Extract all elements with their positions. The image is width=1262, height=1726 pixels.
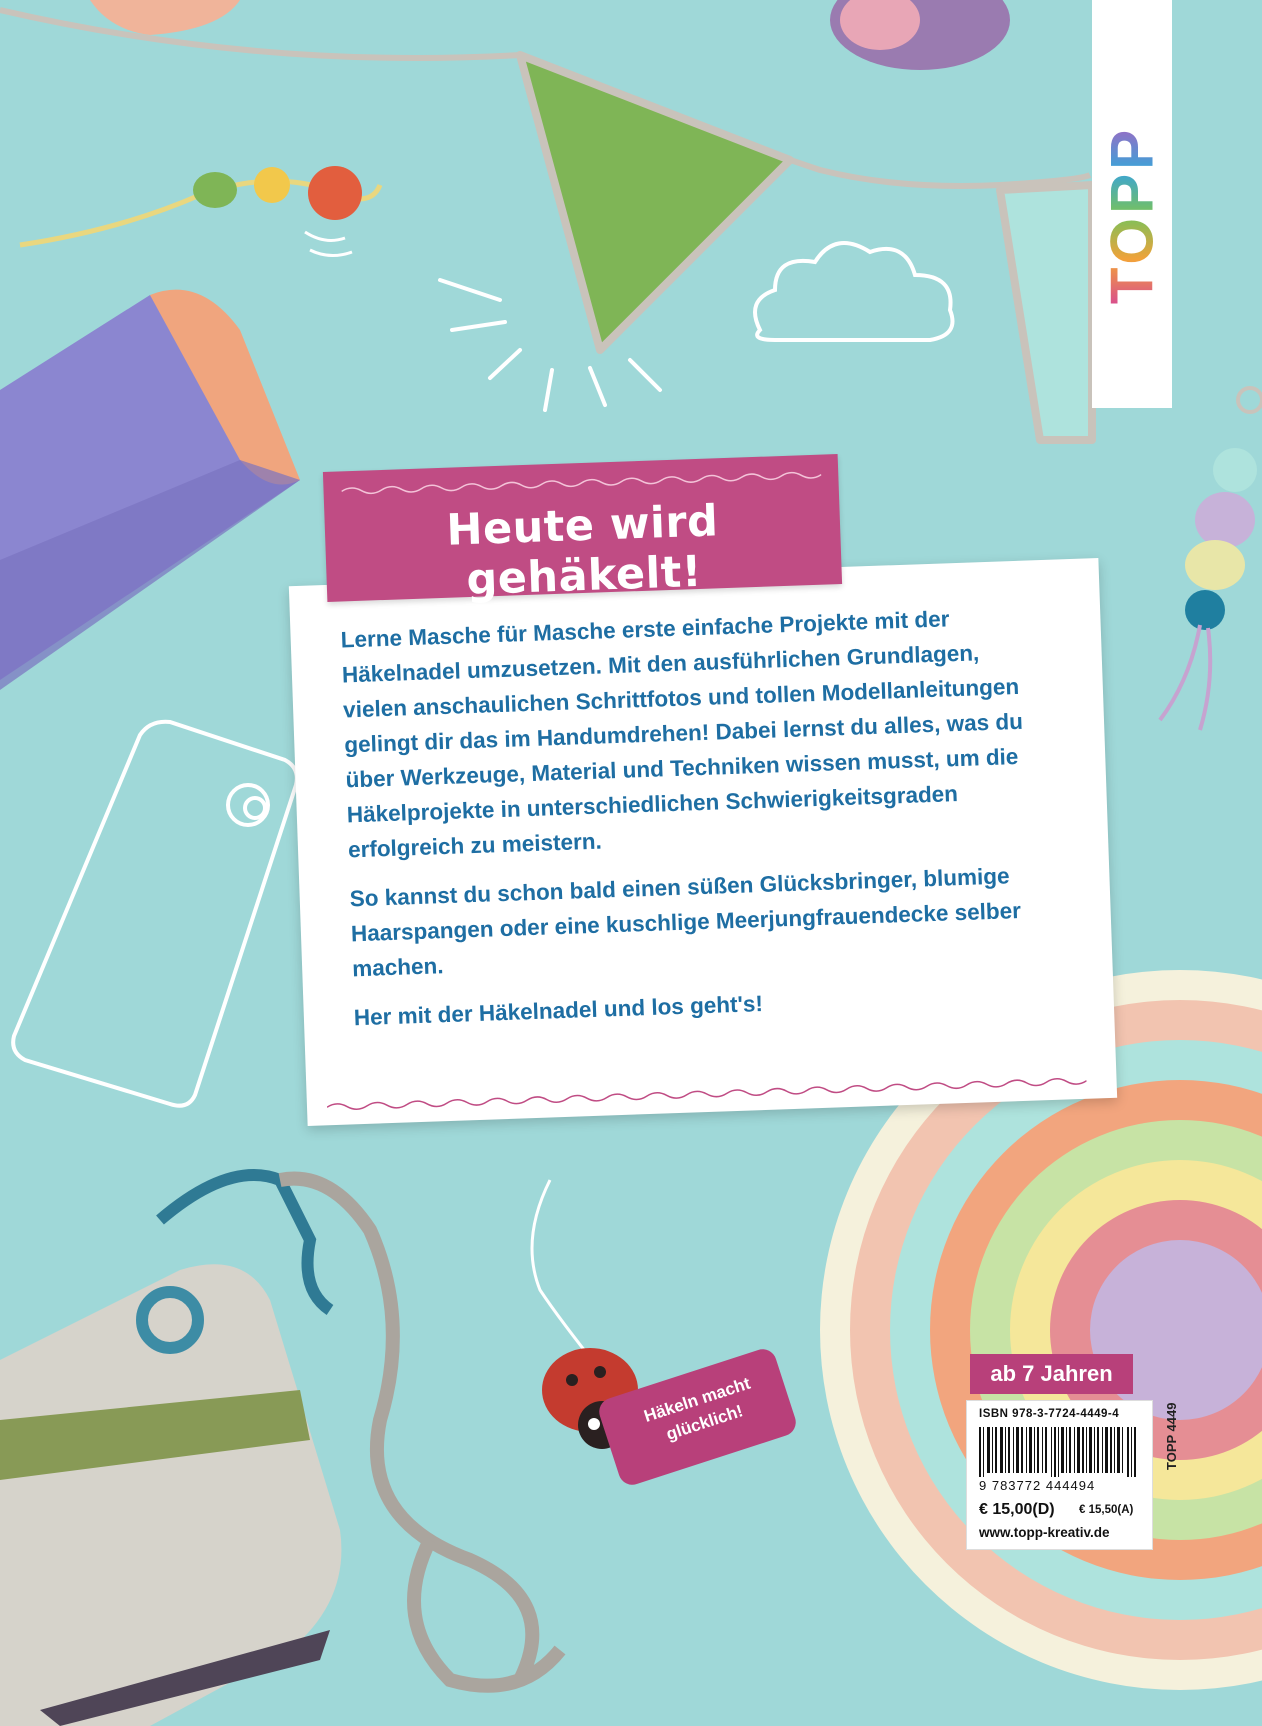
barcode-number: 9 783772 444494: [979, 1478, 1096, 1493]
barcode-icon: [979, 1427, 1137, 1477]
website-url: www.topp-kreativ.de: [979, 1525, 1110, 1540]
keychain-icon: [1160, 388, 1262, 730]
isbn-text: ISBN 978-3-7724-4449-4: [979, 1408, 1120, 1420]
mint-pennant-icon: [1000, 185, 1092, 440]
green-pennant-icon: [520, 55, 790, 350]
price-de: € 15,00(D): [979, 1501, 1055, 1518]
age-badge: ab 7 Jahren: [970, 1354, 1133, 1394]
barcode-block: [966, 1400, 1153, 1550]
stitch-divider-icon: [341, 469, 821, 498]
page-title: Heute wird gehäkelt!: [445, 496, 720, 606]
sticker-text: Häkeln macht glücklich!: [641, 1373, 753, 1444]
crochet-cup-icon: [0, 290, 300, 690]
title-banner: [323, 454, 842, 606]
topp-logo: TOPP: [1098, 125, 1166, 305]
blurb-paragraph-3: Her mit der Häkelnadel und los geht's!: [353, 991, 764, 1031]
blurb-paragraph-2: So kannst du schon bald einen süßen Glücksbringer, blumige Haarspangen oder eine kuschlige Meerjungfrauendecke selber machen.: [349, 863, 1022, 982]
publisher-logo-panel: [1092, 0, 1172, 408]
crochet-bag-icon: [0, 1175, 560, 1726]
price-at: € 15,50(A): [1079, 1504, 1134, 1516]
sku-code: TOPP 4449: [1164, 1402, 1179, 1470]
blurb-paragraph-1: Lerne Masche für Masche erste einfache Projekte mit der Häkelnadel umzusetzen. Mit den ausführlichen Grundlagen, vielen anschaulichen Schrittfotos und tollen Modellanleitungen gelingt dir das im Handumdrehen! Dabei lernst du alles, was du über Werkzeuge, Material und Techniken wissen musst, um die Häkelprojekte in unterschiedlichen Schwierigkeitsgraden erfolgreich zu meistern.: [340, 606, 1024, 863]
phone-outline-icon: [13, 722, 297, 1106]
cloud-icon: [755, 243, 953, 340]
blurb-text: [340, 598, 1044, 1049]
blurb-card: [289, 558, 1117, 1126]
